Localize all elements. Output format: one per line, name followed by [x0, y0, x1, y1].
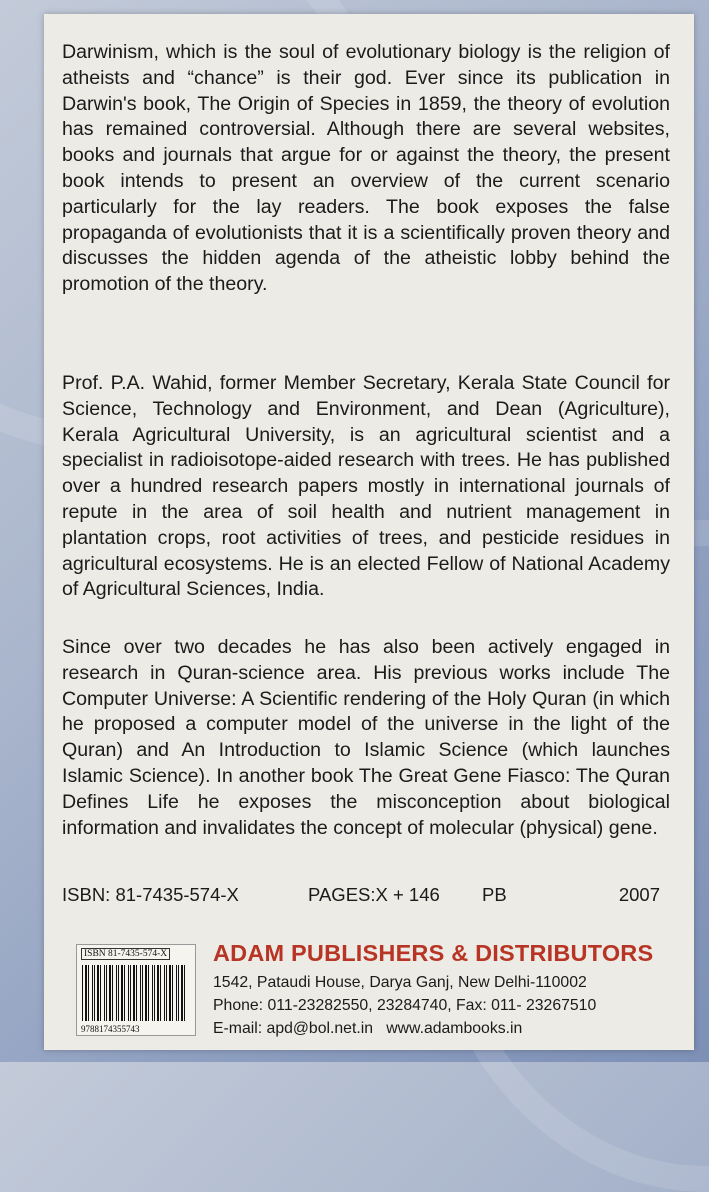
pages-text: PAGES:X + 146 — [308, 884, 440, 905]
publisher-address: 1542, Pataudi House, Darya Ganj, New Delhi-110002 — [213, 974, 587, 991]
publisher-phone: Phone: 011-23282550, 23284740, Fax: 011- 23267510 — [213, 997, 597, 1014]
publisher-contact: E-mail: apd@bol.net.in www.adambooks.in — [213, 1020, 523, 1037]
barcode-isbn-label: ISBN 81-7435-574-X — [81, 948, 170, 960]
barcode-number: 9788174355743 — [81, 1024, 140, 1034]
publisher-name: ADAM PUBLISHERS & DISTRIBUTORS — [213, 940, 654, 966]
isbn-barcode — [76, 944, 196, 1036]
book-description-paragraph: Darwinism, which is the soul of evolutionary biology is the religion of atheists and “chance” is their god. Ever since its publication in Darwin's book, The Origin of Species in 1859, the theory of evolution has remained controversial. Although there are several websites, books and journals that argue for or against the theory, the present book intends to present an overview of the current scenario particularly for the lay readers. The book exposes the false propaganda of evolutionists that it is a scientifically proven theory and discusses the hidden agenda of the atheistic lobby behind the promotion of the theory. — [62, 41, 670, 296]
binding-text: PB — [482, 884, 507, 905]
author-bio-paragraph: Prof. P.A. Wahid, former Member Secretary, Kerala State Council for Science, Technology and Environment, and Dean (Agriculture), Kerala Agricultural University, is an agricultural scientist and a specialist in radioisotope-aided research with trees. He has published over a hundred research papers mostly in international journals of repute in the area of soil health and nutrient management in plantation crops, root activities of trees, and pesticide residues in agricultural ecosystems. He is an elected Fellow of National Academy of Agricultural Sciences, India. — [62, 372, 670, 601]
barcode-bars — [82, 965, 188, 1021]
isbn-text: ISBN: 81-7435-574-X — [62, 884, 239, 905]
year-text: 2007 — [618, 884, 660, 905]
author-works-paragraph: Since over two decades he has also been actively engaged in research in Quran-science area. His previous works include The Computer Universe: A Scientific rendering of the Holy Quran (in which he proposed a computer model of the universe in the light of the Quran) and An Introduction to Islamic Science (which launches Islamic Science). In another book The Great Gene Fiasco: The Quran Defines Life he exposes the misconception about biological information and invalidates the concept of molecular (physical) gene. — [62, 636, 670, 839]
